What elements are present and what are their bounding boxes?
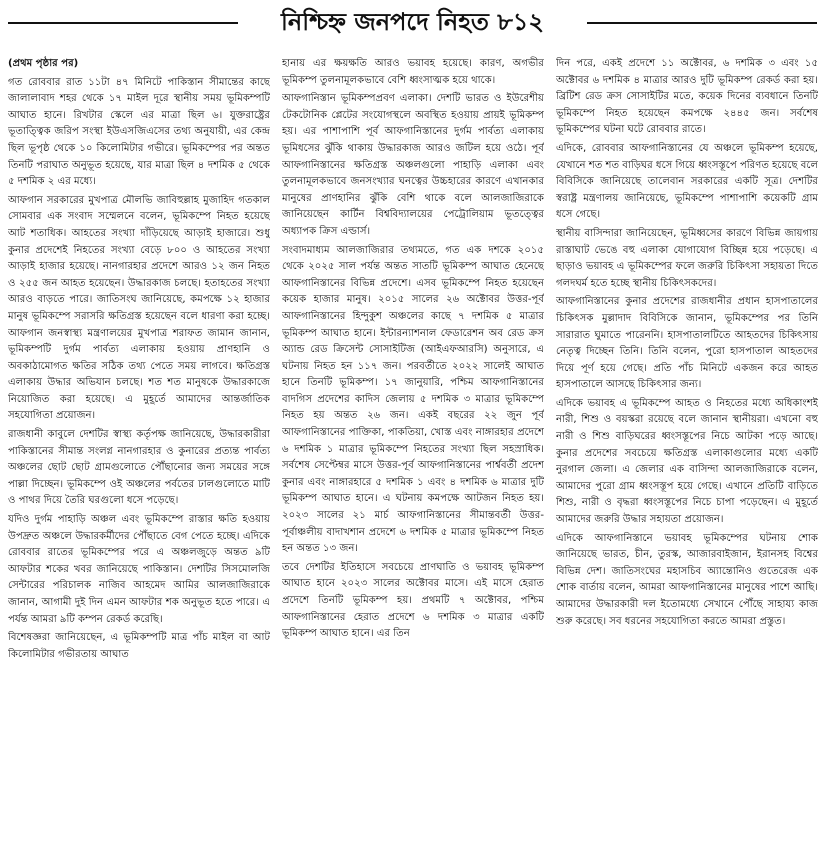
headline: নিশ্চিহ্ন জনপদে নিহত ৮১২ [281, 7, 544, 36]
paragraph: এদিকে ভয়াবহ এ ভূমিকম্পে আহত ও নিহতের মধ্যে অধিকাংশই নারী, শিশু ও বয়স্করা রয়েছে বলে জানান স্থানীয়রা। এখনো বহু নারী ও শিশু বাড়িঘরের ধ্বংসস্তূপের নিচে আটকা পড়ে আছে। কুনার প্রদেশের সবচেয়ে ক্ষতিগ্রস্ত এলাকাগুলোর মধ্যে একটি নুরগাল জেলা। এ জেলার এক বাসিন্দা আলজাজিরাকে বলেন, আমাদের পুরো গ্রাম ধ্বংসস্তূপ হয়ে গেছে। এখানে প্রতিটি বাড়িতে শিশু, নারী ও বৃদ্ধরা ধ্বংসস্তূপের নিচে চাপা পড়েছেন। এ মুহূর্তে আমাদের জরুরি উদ্ধার সহায়তা প্রয়োজন। [556, 397, 818, 526]
column-1 [8, 56, 270, 848]
paragraph: সংবাদমাধ্যম আলজাজিরার তথ্যমতে, গত এক দশকে ২০১৫ থেকে ২০২৫ সাল পর্যন্ত অন্তত সাতটি ভূমিকম্প আঘাত হেনেছে আফগানিস্তানের বিভিন্ন প্রদেশে। এসব ভূমিকম্পে নিহত হয়েছেন কয়েক হাজার মানুষ। ২০১৫ সালের ২৬ অক্টোবর উত্তর-পূর্ব আফগানিস্তানের হিন্দুকুশ অঞ্চলের কাছে ৭ দশমিক ৫ মাত্রার ভূমিকম্প আঘাত হানে। ইন্টারন্যাশনাল ফেডারেশন অব রেড ক্রস অ্যান্ড রেড ক্রিসেন্ট সোসাইটিজ (আইএফআরসি) অনুসারে, এ ঘটনায় নিহত হন ১১৭ জন। পরবর্তীতে ২০২২ সালেই আঘাত হানে তিনটি ভূমিকম্প। ১৭ জানুয়ারি, পশ্চিম আফগানিস্তানের বাদগিস প্রদেশের কাদিস জেলায় ৫ দশমিক ৩ মাত্রার ভূমিকম্পে নিহত হয় অন্তত ২৬ জন। একই বছরের ২২ জুন পূর্ব আফগানিস্তানের পাক্তিকা, পাকতিয়া, খোস্ত এবং নাঙ্গারহার প্রদেশে ৬ দশমিক ১ মাত্রার ভূমিকম্পে নিহতের সংখ্যা ছিল সহস্রাধিক। সর্বশেষ সেপ্টেম্বর মাসে উত্তর-পূর্ব আফগানিস্তানের পার্শ্ববর্তী প্রদেশ কুনার এবং নাঙ্গারহারে ৫ দশমিক ১ এবং ৪ দশমিক ৬ মাত্রার দুটি ভূমিকম্প আঘাত হানে। এ ঘটনায় কমপক্ষে আটজন নিহত হয়। ২০২৩ সালের ২১ মার্চ আফগানিস্তানের সীমান্তবর্তী উত্তর-পূর্বাঞ্চলীয় বাদাখশান প্রদেশে ৬ দশমিক ৫ মাত্রার ভূমিকম্পে নিহত হন অন্তত ১৩ জন। [282, 244, 544, 555]
paragraph: স্থানীয় বাসিন্দারা জানিয়েছেন, ভূমিধ্বসের কারণে বিভিন্ন জায়গায় রাস্তাঘাট ভেঙে বহু এলাকা যোগাযোগ বিচ্ছিন্ন হয়ে পড়েছে। এ ছাড়াও ভয়াবহ এ ভূমিকম্পের ফলে জরুরি চিকিৎসা সহায়তা দিতে গলদঘর্ম হতে হচ্ছে স্থানীয় চিকিৎসকদের। [556, 227, 818, 289]
article-body [8, 56, 818, 848]
headline-bar [0, 4, 825, 40]
paragraph: আফগানিস্তানের কুনার প্রদেশের রাজধানীর প্রধান হাসপাতালের চিকিৎসক মুল্লাদাদ বিবিসিকে জানান, ভূমিকম্পের পর তিনি সারারাত ঘুমাতে পারেননি। হাসপাতালটিতে আহতদের চিকিৎসায় নেতৃত্ব দিচ্ছেন তিনি। তিনি বলেন, পুরো হাসপাতাল আহতদের দিয়ে পূর্ণ হয়ে গেছে। প্রতি পাঁচ মিনিটে একজন করে আহত হাসপাতালে আসছে চিকিৎসার জন্য। [556, 296, 818, 391]
column-3 [556, 56, 818, 848]
continuation-note: (প্রথম পৃষ্ঠার পর) [8, 58, 79, 69]
paragraph: হানায় এর ক্ষয়ক্ষতি আরও ভয়াবহ হয়েছে। কারণ, অগভীর ভূমিকম্প তুলনামূলকভাবে বেশি ধ্বংসাত্মক হয়ে থাকে। [282, 58, 544, 86]
paragraph: যদিও দুর্গম পাহাড়ি অঞ্চল এবং ভূমিকম্পে রাস্তার ক্ষতি হওয়ায় উপদ্রুত অঞ্চলে উদ্ধারকর্মীদের পৌঁছাতে বেগ পেতে হচ্ছে। এদিকে রোববার রাতের ভূমিকম্পের পরে এ অঞ্চলজুড়ে অন্তত ৯টি আফটার শকের খবর জানিয়েছে পাকিস্তান। দেশটির সিসমোলজি সেন্টারের পরিচালক নাজিব আহমেদ আমির আলজাজিরাকে জানান, আগামী দুই দিন এমন আফটার শক অনুভূত হতে পারে। এ পর্যন্ত আমরা ৯টি কম্পন রেকর্ড করেছি। [8, 514, 270, 625]
paragraph: বিশেষজ্ঞরা জানিয়েছেন, এ ভূমিকম্পটি মাত্র পাঁচ মাইল বা আট কিলোমিটার গভীরতায় আঘাত [8, 632, 270, 660]
paragraph: দিন পরে, একই প্রদেশে ১১ অক্টোবর, ৬ দশমিক ৩ এবং ১৫ অক্টোবর ৬ দশমিক ৪ মাত্রার আরও দুটি ভূমিকম্প রেকর্ড করা হয়। ব্রিটিশ রেড ক্রস সোসাইটির মতে, কয়েক দিনের ব্যবধানে তিনটি ভূমিকম্পে নিহত হয়েছেন কমপক্ষে ২৪৪৫ জন। সর্বশেষ ভূমিকম্পের ঘটনা ঘটে রোববার রাতে। [556, 58, 818, 136]
paragraph: এদিকে আফগানিস্তানে ভয়াবহ ভূমিকম্পের ঘটনায় শোক জানিয়েছে ভারত, চীন, তুরস্ক, আজারবাইজান, ইরানসহ বিশ্বের বিভিন্ন দেশ। জাতিসংঘের মহাসচিব অ্যান্তোনিও গুতেরেজ এক শোক বার্তায় বলেন, আমরা আফগানিস্তানের মানুষের পাশে আছি। আমাদের উদ্ধারকারী দল ইতোমধ্যে সেখানে পৌঁছে সাহায্য কাজ শুরু করেছে। সব ধরনের সহযোগিতা করতে আমরা প্রস্তুত। [556, 532, 818, 627]
headline-rule-right [587, 22, 817, 24]
headline-rule-left [8, 22, 238, 24]
paragraph: গত রোববার রাত ১১টা ৪৭ মিনিটে পাকিস্তান সীমান্তের কাছে জালালাবাদ শহর থেকে ১৭ মাইল দূরে স্থানীয় সময় ভূমিকম্পটি আঘাত হানে। রিখটার স্কেলে এর মাত্রা ছিল ৬। যুক্তরাষ্ট্রের ভূতাত্ত্বিক জরিপ সংস্থা ইউএসজিএসের তথ্য অনুযায়ী, এর কেন্দ্র ছিল ভূপৃষ্ঠ থেকে ১০ কিলোমিটার গভীরে। ভূমিকম্পের পর অন্তত তিনটি পরাঘাত অনুভূত হয়েছে, যার মাত্রা ছিল ৪ দশমিক ৫ থেকে ৫ দশমিক ২ এর মধ্যে। [8, 76, 270, 188]
paragraph: আফগান সরকারের মুখপাত্র মৌলভি জাবিহুল্লাহ মুজাহিদ গতকাল সোমবার এক সংবাদ সম্মেলনে বলেন, ভূমিকম্পে নিহত হয়েছে আট শতাধিক। আহতের সংখ্যা দাঁড়িয়েছে আড়াই হাজারে। শুধু কুনার প্রদেশেই নিহতের সংখ্যা বেড়ে ৮০০ ও আহতের সংখ্যা আড়াই হাজার হয়েছে। নানগারহার প্রদেশে আরও ১২ জন নিহত ও ২৫৫ জন আহত হয়েছেন। উদ্ধারকাজ চলছে। হতাহতের সংখ্যা আরও বাড়তে পারে। জাতিসংঘ জানিয়েছে, কমপক্ষে ১২ হাজার মানুষ ভূমিকম্পে সরাসরি ক্ষতিগ্রস্ত হয়েছেন বলে ধারণা করা হচ্ছে। আফগান জনস্বাস্থ্য মন্ত্রণালয়ের মুখপাত্র শরাফত জামান জানান, ভূমিকম্পটি দুর্গম পার্বত্য এলাকায় হওয়ায় প্রাণহানি ও অবকাঠামোগত ক্ষতির সঠিক তথ্য পেতে সময় লাগবে। ক্ষতিগ্রস্ত এলাকায় উদ্ধার অভিযান চলছে। শত শত মানুষকে উদ্ধারকাজে নিয়োজিত করা হয়েছে। এ মুহূর্তে আমাদের আন্তর্জাতিক সহযোগিতা প্রয়োজন। [8, 194, 270, 422]
paragraph: আফগানিস্তান ভূমিকম্পপ্রবণ এলাকা। দেশটি ভারত ও ইউরেশীয় টেকটোনিক প্লেটের সংযোগস্থলে অবস্থিত হওয়ায় প্রায়ই ভূমিকম্প হয়। এর পাশাপাশি পূর্ব আফগানিস্তানের দুর্গম পার্বত্য এলাকায় ভূমিধসের ঝুঁকি থাকায় উদ্ধারকাজ আরও জটিল হয়ে ওঠে। পূর্ব আফগানিস্তানের ক্ষতিগ্রস্ত অঞ্চলগুলো পাহাড়ি এলাকা এবং তুলনামূলকভাবে জনসংখ্যার ঘনত্বের উচ্চহারের কারণে এখানকার মানুষের প্রাণহানির ঝুঁকি বেশি থাকে বলে আলজাজিরাকে জানিয়েছেন কার্টিন বিশ্ববিদ্যালয়ের পেট্রোলিয়াম ভূতত্ত্বের অধ্যাপক ক্রিস এল্ডার্স। [282, 93, 544, 237]
column-2 [282, 56, 544, 848]
paragraph: এদিকে, রোববার আফগানিস্তানের যে অঞ্চলে ভূমিকম্প হয়েছে, যেখানে শত শত বাড়িঘর ধসে গিয়ে ধ্বংসস্তূপে পরিণত হয়েছে বলে বিবিসিকে জানিয়েছে তালেবান সরকারের একটি সূত্র। দেশটির স্বরাষ্ট্র মন্ত্রণালয় জানিয়েছে, ভূমিকম্পে পাশাপাশি কয়েকটি গ্রাম ধসে গেছে। [556, 142, 818, 221]
paragraph: রাজধানী কাবুলে দেশটির স্বাস্থ্য কর্তৃপক্ষ জানিয়েছে, উদ্ধারকারীরা পাকিস্তানের সীমান্ত সংলগ্ন নানগারহার ও কুনারের প্রত্যন্ত পার্বত্য অঞ্চলের ছোট ছোট গ্রামগুলোতে পৌঁছানোর জন্য সময়ের সঙ্গে পাল্লা দিচ্ছেন। ভূমিকম্পে ওই অঞ্চলের পর্বতের ঢালগুলোতে মাটি ও পাথর দিয়ে তৈরি ঘরগুলো ধসে পড়েছে। [8, 429, 270, 507]
paragraph: তবে দেশটির ইতিহাসে সবচেয়ে প্রাণঘাতি ও ভয়াবহ ভূমিকম্প আঘাত হানে ২০২৩ সালের অক্টোবর মাসে। এই মাসে হেরাত প্রদেশে তিনটি ভূমিকম্প হয়। প্রথমটি ৭ অক্টোবর, পশ্চিম আফগানিস্তানের হেরাত প্রদেশে ৬ দশমিক ৩ মাত্রার একটি ভূমিকম্প আঘাত হানে। এর তিন [282, 561, 544, 640]
